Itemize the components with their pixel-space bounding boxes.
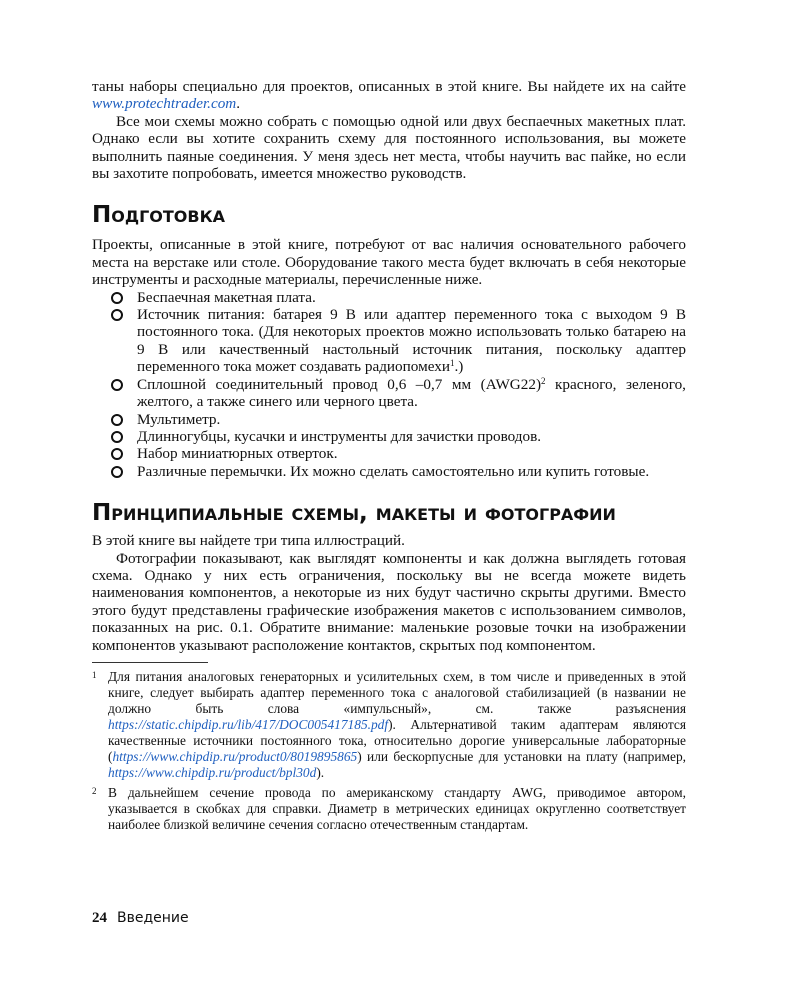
circle-bullet-icon [111,448,123,460]
section-heading-schemes: Принципиальные схемы, макеты и фотографии [92,500,616,527]
list-item: Сплошной соединительный провод 0,6 –0,7 мм $(AWG22)^2$ красного, зеленого, желтого, а также синего или черного цвета. [92,376,686,411]
tools-list [92,289,686,480]
circle-bullet-icon [111,309,123,321]
circle-bullet-icon [111,379,123,391]
chipdip-bpl30d-link[interactable]: https://www.chipdip.ru/product/bpl30d [108,764,317,780]
list-item: Мультиметр. [92,411,686,428]
footnote-ref-2[interactable]: 2 [541,375,546,386]
page-body [92,78,686,837]
footnote-number: 2 [92,785,97,796]
circle-bullet-icon [111,414,123,426]
list-item: Набор миниатюрных отверток. [92,445,686,462]
list-item: Различные перемычки. Их можно сделать самостоятельно или купить готовые. [92,463,686,480]
chipdip-doc-link[interactable]: https://static.chipdip.ru/lib/417/DOC005417185.pdf [108,716,389,732]
page-number: 24 [92,910,107,926]
intro-paragraph-1: таны наборы специально для проектов, описанных в этой книге. Вы найдете их на сайте www.protechtrader.com. [92,78,686,113]
circle-bullet-icon [111,292,123,304]
section-heading-preparation: Подготовка [92,202,226,229]
footnote-number: 1 [92,669,97,680]
circle-bullet-icon [111,466,123,478]
list-item: Беспаечная макетная плата. [92,289,686,306]
running-section-title: Введение [117,910,189,926]
chipdip-product-link[interactable]: https://www.chipdip.ru/product0/8019895865 [112,748,358,764]
footnote-divider [92,662,208,663]
footnote-1: 1 Для питания аналоговых генераторных и усилительных схем, в том числе и приведенных в этой книге, следует выбирать адаптер переменного тока с аналоговой стабилизацией (в названии не должно быть слова «импульсный», см. также разъяснения https://static.chipdip.ru/lib/417/DOC005417185.pdf). Альтернативой таким адаптерам являются качественные источники постоянного тока, относительно дорогие универсальные лабораторные (https://www.chipdip.ru/product0/8019895865) или бескорпусные для установки на плату (например, https://www.chipdip.ru/product/bpl30d). [92,668,686,780]
footnote-2: 2 В дальнейшем сечение провода по американскому стандарту AWG, приводимое автором, указывается в скобках для справки. Диаметр в метрических единицах округленно соответствует наиболее близкой величине сечения согласно отечественным стандартам. [92,784,686,832]
footnote-ref-1[interactable]: 1 [449,358,455,369]
schemes-paragraph-1: В этой книге вы найдете три типа иллюстраций. [92,532,405,550]
preparation-intro: Проекты, описанные в этой книге, потребуют от вас наличия основательного рабочего места на верстаке или столе. Оборудование такого места будет включать в себя некоторые инструменты и расходные материалы, перечисленные ниже. [92,236,686,289]
schemes-paragraph-2: Фотографии показывают, как выглядят компоненты и как должна выглядеть готовая схема. Однако у них есть ограничения, поскольку вы не всегда можете видеть наименования компонентов, а некоторые из них будут частично скрыты другими. Вместо этого будут представлены графические изображения макетов с использованием символов, показанных на рис. 0.1. Обратите внимание: маленькие розовые точки на изображении компонентов указывают расположение контактов, скрытых под компонентом. [92,549,686,654]
intro-paragraph-2: Все мои схемы можно собрать с помощью одной или двух беспаечных макетных плат. Однако если вы хотите сохранить схему для постоянного использования, вы можете выполнить паяные соединения. У меня здесь нет места, чтобы научить вас пайке, но если вы захотите попробовать, имеется множество руководств. [92,112,686,183]
list-item: Длинногубцы, кусачки и инструменты для зачистки проводов. [92,428,686,445]
list-item: Источник питания: батарея 9 В или адаптер переменного тока с выходом 9 В постоянного тока. (Для некоторых проектов можно использовать только батарею на 9 В или качественный настольный источник питания, поскольку адаптер переменного тока может создавать радиопомехи$^1$.) [92,306,686,376]
protechtrader-link[interactable]: www.protechtrader.com [92,95,237,113]
page-footer [92,910,189,927]
circle-bullet-icon [111,431,123,443]
